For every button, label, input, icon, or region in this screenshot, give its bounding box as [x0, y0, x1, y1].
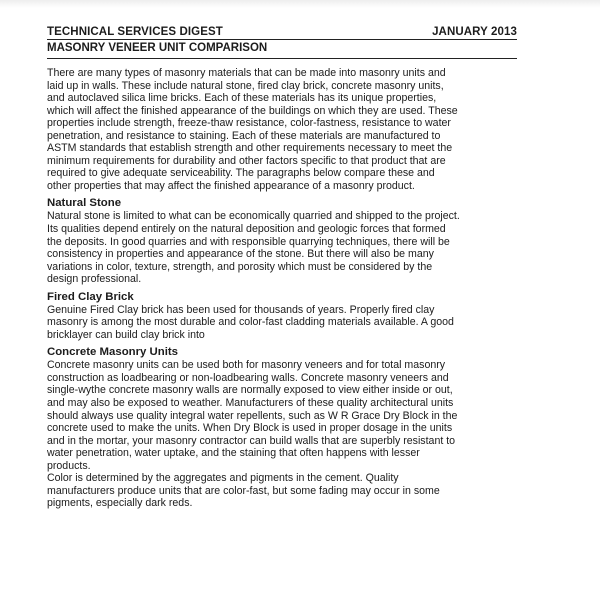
publication-title: TECHNICAL SERVICES DIGEST	[47, 26, 223, 38]
body-line: masonry is among the most durable and color-fast cladding materials available. A good	[47, 316, 454, 329]
digest-header	[47, 20, 517, 38]
section-natural-stone	[47, 197, 517, 285]
section-heading: Concrete Masonry Units	[47, 346, 179, 359]
body-line: manufacturers produce units that are color-fast, but some fading may occur in some	[47, 484, 440, 497]
intro-line: which will affect the finished appearance of the buildings on which they are used. These	[47, 104, 458, 117]
body-line: Natural stone is limited to what can be economically quarried and shipped to the project.	[47, 210, 460, 223]
body-line: concrete used to make the units. When Dry Block is used in proper dosage in the units	[47, 422, 453, 435]
body-line: single-wythe concrete masonry walls are normally exposed to view either inside or out,	[47, 384, 453, 397]
publication-date: JANUARY 2013	[432, 26, 517, 38]
body-line: consistency in properties and appearance of the stone. But there will also be many	[47, 248, 434, 261]
body-line: and in the mortar, your masonry contractor can build walls that are superbly resistant to	[47, 434, 456, 447]
body-line: Its qualities depend entirely on the natural deposition and geologic forces that formed	[47, 223, 446, 236]
intro-line: properties include strength, freeze-thaw resistance, color-fastness, resistance to water	[47, 117, 451, 130]
intro-paragraph	[47, 67, 517, 192]
intro-line: There are many types of masonry materials that can be made into masonry units and	[47, 67, 446, 79]
body-line: the deposits. In good quarries and with responsible quarrying techniques, there will be	[47, 235, 450, 248]
intro-line: minimum requirements for durability and other factors specific to that product that are	[47, 154, 446, 167]
intro-line: laid up in walls. These include natural stone, fired clay brick, concrete masonry units,	[47, 79, 444, 92]
body-line: bricklayer can build clay brick into	[47, 328, 205, 341]
body-line: products.	[47, 459, 91, 472]
intro-line: required to give adequate serviceability. The paragraphs below compare these and	[47, 167, 435, 180]
intro-line: and autoclaved silica lime bricks. Each of these materials has its unique properties,	[47, 92, 437, 105]
page-top-shadow	[0, 0, 600, 8]
section-title: MASONRY VENEER UNIT COMPARISON	[47, 42, 268, 54]
body-line: and may also be exposed to weather. Manufacturers of these quality architectural units	[47, 397, 454, 410]
body-line: design professional.	[47, 273, 142, 286]
header-rule	[47, 39, 517, 40]
intro-line: penetration, and resistance to staining. Each of these materials are manufactured to	[47, 129, 441, 142]
intro-line: ASTM standards that establish strength and other requirements necessary to meet the	[47, 142, 453, 155]
body-line: Color is determined by the aggregates and pigments in the cement. Quality	[47, 472, 399, 485]
section-title-rule	[47, 58, 517, 59]
body-line: pigments, especially dark reds.	[47, 497, 193, 510]
section-heading: Fired Clay Brick	[47, 290, 134, 303]
article-body	[47, 67, 517, 510]
body-line: Concrete masonry units can be used both for masonry veneers and for total masonry	[47, 359, 446, 372]
body-line: construction as loadbearing or non-loadbearing walls. Concrete masonry veneers and	[47, 371, 449, 384]
body-line: variations in color, texture, strength, and porosity which must be considered by the	[47, 260, 433, 273]
section-concrete-masonry-units	[47, 346, 517, 510]
intro-line: other properties that may affect the finished appearance of a masonry product.	[47, 179, 415, 192]
body-line: should always use quality integral water repellents, such as W R Grace Dry Block in the	[47, 409, 458, 422]
body-line: water penetration, water uptake, and the staining that often happens with lesser	[47, 447, 420, 460]
section-heading: Natural Stone	[47, 197, 122, 210]
section-fired-clay-brick	[47, 291, 517, 342]
body-line: Genuine Fired Clay brick has been used for thousands of years. Properly fired clay	[47, 303, 435, 316]
